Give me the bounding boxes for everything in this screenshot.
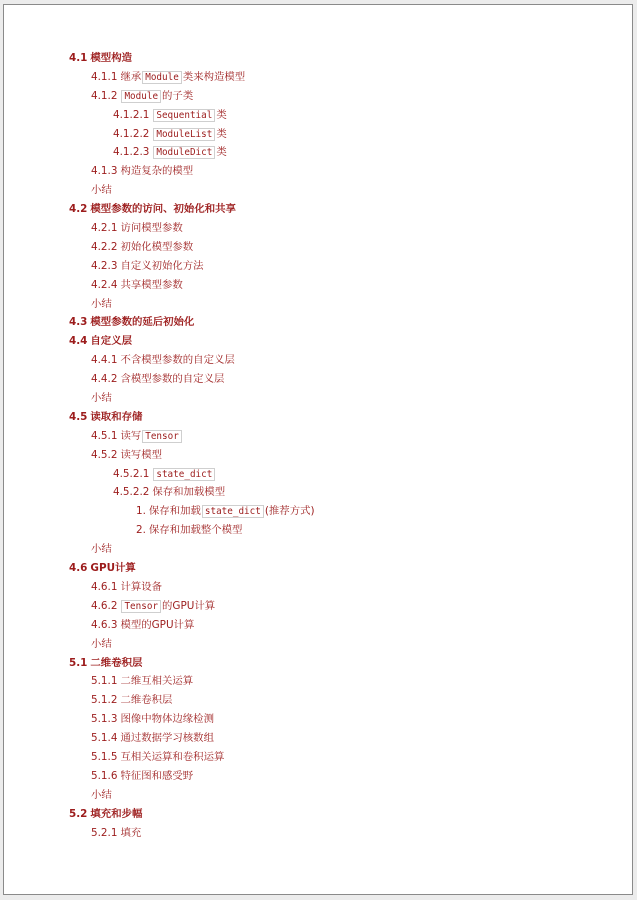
toc-entry-text: 继承 — [120, 70, 142, 83]
toc-entry-number: 5.1.2 — [91, 694, 118, 707]
toc-entry[interactable] — [69, 68, 315, 87]
toc-entry[interactable] — [69, 748, 315, 767]
toc-entry-text: 模型的GPU计算 — [120, 618, 195, 631]
toc-entry-number: 2. — [136, 524, 146, 537]
toc-entry-text: GPU计算 — [90, 562, 136, 575]
toc-entry-number: 4.1.2.2 — [113, 127, 150, 140]
toc-entry-text: 保存和加载 — [148, 505, 201, 518]
toc-entry-number: 5.1 — [69, 656, 88, 669]
toc-entry-text: 互相关运算和卷积运算 — [120, 750, 225, 763]
toc-entry-text: 二维卷积层 — [90, 656, 143, 669]
toc-entry-text: 自定义初始化方法 — [120, 259, 204, 272]
toc-entry-code: ModuleDict — [153, 146, 215, 159]
toc-entry-text: 小结 — [91, 637, 112, 650]
toc-entry[interactable] — [69, 257, 315, 276]
toc-entry-number: 4.5.1 — [91, 429, 118, 442]
toc-entry[interactable] — [69, 616, 315, 635]
toc-entry-text: 读写 — [120, 429, 142, 442]
toc-entry-number: 4.5.2.1 — [113, 467, 150, 480]
toc-entry-text: 特征图和感受野 — [120, 769, 194, 782]
toc-entry-number: 5.2 — [69, 807, 88, 820]
toc-entry-text: 保存和加载整个模型 — [148, 524, 243, 537]
toc-entry-text: 访问模型参数 — [120, 222, 183, 235]
toc-entry-code: state_dict — [202, 505, 264, 518]
toc-entry[interactable] — [69, 370, 315, 389]
toc-entry[interactable] — [69, 143, 315, 162]
toc-entry-code: Module — [142, 71, 182, 84]
toc-entry-text: 模型参数的延后初始化 — [90, 316, 195, 329]
toc-entry[interactable] — [69, 635, 315, 654]
toc-entry-number: 5.2.1 — [91, 826, 118, 839]
toc-entry-text: 小结 — [91, 543, 112, 556]
toc-entry[interactable] — [69, 483, 315, 502]
toc-entry-text: 通过数据学习核数组 — [120, 732, 214, 745]
toc-entry-number: 4.1.1 — [91, 70, 118, 83]
toc-entry-text: 小结 — [91, 392, 112, 405]
toc-entry[interactable] — [69, 389, 315, 408]
toc-entry-number: 4.1.2.1 — [113, 108, 150, 121]
document-page — [3, 4, 633, 895]
toc-entry[interactable] — [69, 408, 315, 427]
toc-entry[interactable] — [69, 521, 315, 540]
toc-entry-text: 构造复杂的模型 — [120, 165, 194, 178]
toc-entry-number: 4.2.2 — [91, 240, 118, 253]
toc-entry-text: (推荐方式) — [264, 505, 315, 518]
toc-entry-text: 读取和存储 — [90, 410, 143, 423]
toc-entry-text: 自定义层 — [90, 335, 132, 348]
toc-entry[interactable] — [69, 502, 315, 521]
toc-entry-code: Tensor — [142, 430, 182, 443]
toc-entry-number: 4.4.1 — [91, 354, 118, 367]
toc-entry-number: 4.1.2.3 — [113, 146, 150, 159]
toc-entry-number: 1. — [136, 505, 146, 518]
toc-entry-number: 4.6.2 — [91, 599, 118, 612]
toc-entry-number: 4.5.2 — [91, 448, 118, 461]
toc-entry-number: 4.2.1 — [91, 222, 118, 235]
toc-entry[interactable] — [69, 313, 315, 332]
table-of-contents — [69, 49, 315, 842]
toc-entry-text: 类来构造模型 — [182, 70, 246, 83]
toc-entry[interactable] — [69, 805, 315, 824]
toc-entry[interactable] — [69, 540, 315, 559]
toc-entry[interactable] — [69, 276, 315, 295]
toc-entry-text: 共享模型参数 — [120, 278, 183, 291]
toc-entry[interactable] — [69, 427, 315, 446]
toc-entry-text: 含模型参数的自定义层 — [120, 373, 225, 386]
toc-entry-text: 小结 — [91, 297, 112, 310]
toc-entry[interactable] — [69, 295, 315, 314]
toc-entry-number: 5.1.3 — [91, 713, 118, 726]
toc-entry-number: 4.4 — [69, 335, 88, 348]
toc-entry-number: 4.3 — [69, 316, 88, 329]
toc-entry[interactable] — [69, 578, 315, 597]
toc-entry[interactable] — [69, 125, 315, 144]
toc-entry[interactable] — [69, 106, 315, 125]
toc-entry-text: 保存和加载模型 — [152, 486, 226, 499]
toc-entry[interactable] — [69, 351, 315, 370]
toc-entry[interactable] — [69, 181, 315, 200]
toc-entry[interactable] — [69, 162, 315, 181]
toc-entry-code: Module — [121, 90, 161, 103]
toc-entry-code: Sequential — [153, 109, 215, 122]
toc-entry-text: 的子类 — [162, 89, 194, 102]
toc-entry-number: 4.1.3 — [91, 165, 118, 178]
toc-entry[interactable] — [69, 87, 315, 106]
toc-entry-text: 初始化模型参数 — [120, 240, 194, 253]
toc-entry-text: 填充 — [120, 826, 142, 839]
toc-entry-number: 4.5 — [69, 410, 88, 423]
toc-entry-text: 填充和步幅 — [90, 807, 143, 820]
toc-entry[interactable] — [69, 219, 315, 238]
toc-entry[interactable] — [69, 446, 315, 465]
toc-entry-text: 读写模型 — [120, 448, 163, 461]
toc-entry-text: 小结 — [91, 184, 112, 197]
toc-entry-text: 小结 — [91, 788, 112, 801]
toc-entry-text: 计算设备 — [120, 580, 163, 593]
toc-entry-number: 4.1 — [69, 52, 88, 64]
toc-entry-number: 5.1.1 — [91, 675, 118, 688]
toc-entry-text: 类 — [216, 127, 227, 140]
toc-entry-number: 4.6.1 — [91, 580, 118, 593]
toc-entry-text: 二维卷积层 — [120, 694, 173, 707]
toc-entry-text: 模型构造 — [90, 52, 132, 64]
toc-entry[interactable] — [69, 49, 315, 68]
toc-entry-number: 4.2.3 — [91, 259, 118, 272]
toc-entry-text: 类 — [216, 146, 227, 159]
toc-entry-code: state_dict — [153, 468, 215, 481]
toc-entry[interactable] — [69, 729, 315, 748]
toc-entry-number: 4.6 — [69, 562, 88, 575]
toc-entry[interactable] — [69, 200, 315, 219]
toc-entry-text: 图像中物体边缘检测 — [120, 713, 214, 726]
toc-entry[interactable] — [69, 691, 315, 710]
toc-entry[interactable] — [69, 654, 315, 673]
toc-entry[interactable] — [69, 597, 315, 616]
toc-entry[interactable] — [69, 710, 315, 729]
toc-entry-number: 4.4.2 — [91, 373, 118, 386]
toc-entry-text: 模型参数的访问、初始化和共享 — [90, 203, 236, 216]
toc-entry-number: 5.1.6 — [91, 769, 118, 782]
toc-entry-number: 4.2 — [69, 203, 88, 216]
toc-entry-code: ModuleList — [153, 128, 215, 141]
toc-entry-number: 4.6.3 — [91, 618, 118, 631]
toc-entry-number: 4.5.2.2 — [113, 486, 150, 499]
toc-entry-number: 5.1.4 — [91, 732, 118, 745]
toc-entry[interactable] — [69, 465, 315, 484]
toc-entry[interactable] — [69, 559, 315, 578]
toc-entry[interactable] — [69, 824, 315, 843]
toc-entry-code: Tensor — [121, 600, 161, 613]
toc-entry[interactable] — [69, 672, 315, 691]
toc-entry[interactable] — [69, 767, 315, 786]
toc-entry-number: 4.1.2 — [91, 89, 118, 102]
toc-entry-text: 二维互相关运算 — [120, 675, 194, 688]
toc-entry-text: 不含模型参数的自定义层 — [120, 354, 235, 367]
toc-entry-text: 类 — [216, 108, 227, 121]
toc-entry[interactable] — [69, 332, 315, 351]
toc-entry-number: 4.2.4 — [91, 278, 118, 291]
toc-entry[interactable] — [69, 786, 315, 805]
toc-entry[interactable] — [69, 238, 315, 257]
toc-entry-text: 的GPU计算 — [162, 599, 216, 612]
toc-entry-number: 5.1.5 — [91, 750, 118, 763]
